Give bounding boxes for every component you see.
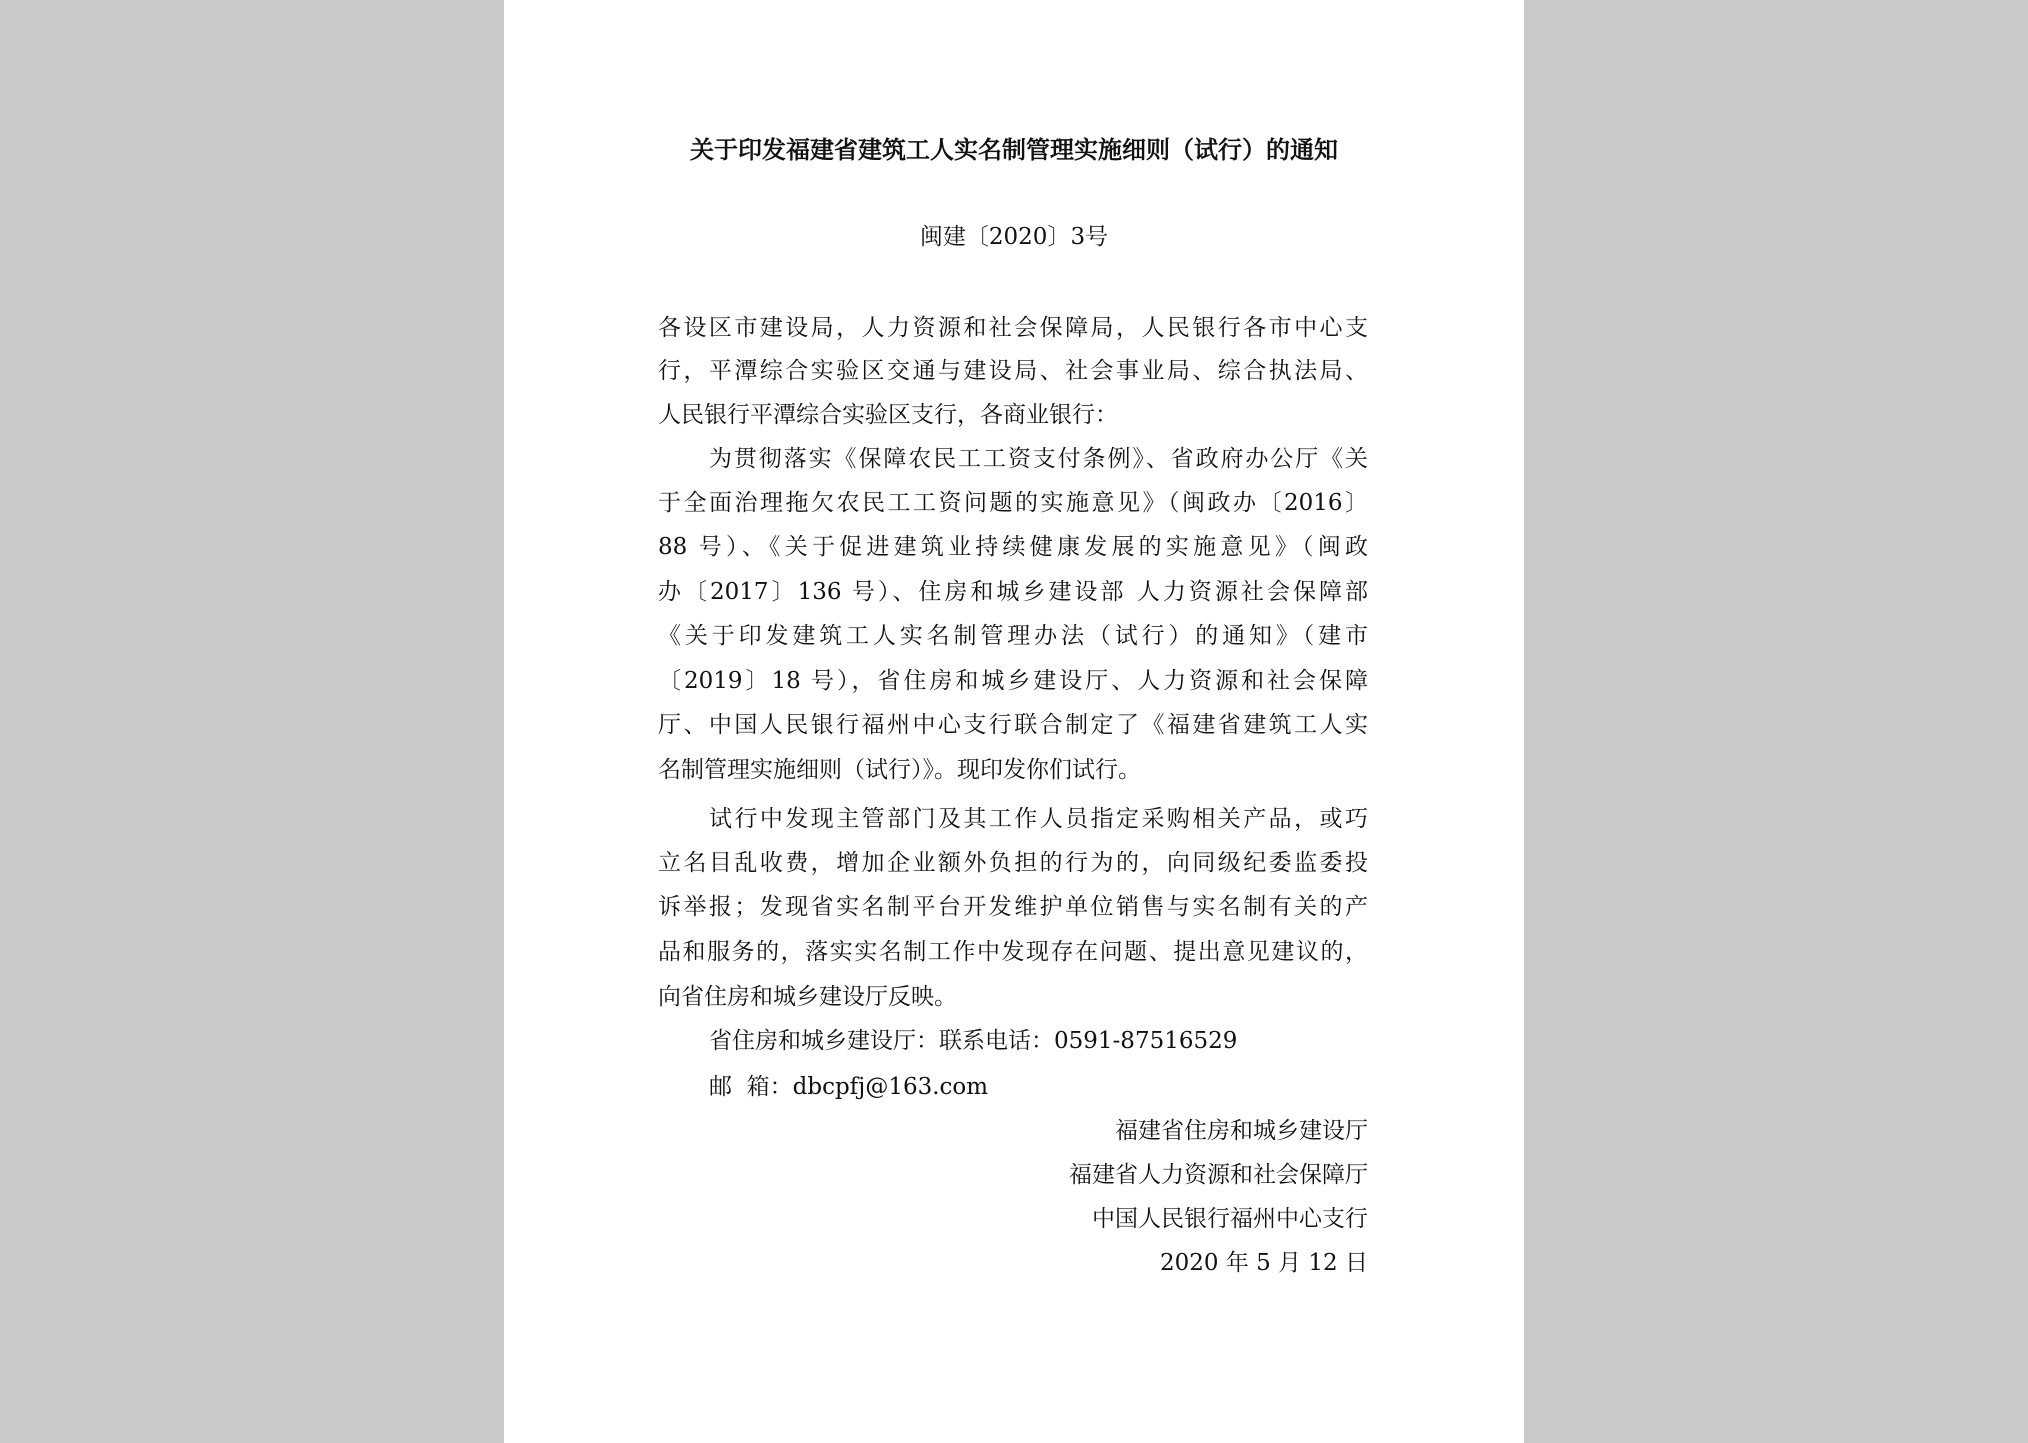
signatory: 福建省住房和城乡建设厅 — [1115, 1118, 1368, 1144]
paragraph-line: 为贯彻落实《保障农民工工资支付条例》、省政府办公厅《关 — [709, 446, 1368, 472]
document-page — [504, 0, 1524, 1443]
contact-phone: 省住房和城乡建设厅：联系电话：0591-87516529 — [709, 1028, 1238, 1054]
paragraph-line: 办〔2017〕136 号）、住房和城乡建设部 人力资源社会保障部 — [658, 579, 1368, 605]
paragraph-line: 厅、中国人民银行福州中心支行联合制定了《福建省建筑工人实 — [658, 712, 1368, 738]
document-number: 闽建〔2020〕3号 — [919, 224, 1109, 250]
paragraph-line: 于全面治理拖欠农民工工资问题的实施意见》（闽政办〔2016〕 — [658, 490, 1368, 516]
paragraph-line: 诉举报；发现省实名制平台开发维护单位销售与实名制有关的产 — [658, 894, 1368, 920]
addressee-line: 行，平潭综合实验区交通与建设局、社会事业局、综合执法局、 — [658, 358, 1368, 384]
paragraph-line: 试行中发现主管部门及其工作人员指定采购相关产品，或巧 — [709, 806, 1368, 832]
document-title: 关于印发福建省建筑工人实名制管理实施细则（试行）的通知 — [690, 135, 1338, 164]
paragraph-line: 《关于印发建筑工人实名制管理办法（试行）的通知》（建市 — [658, 623, 1368, 649]
paragraph-line: 立名目乱收费，增加企业额外负担的行为的，向同级纪委监委投 — [658, 850, 1368, 876]
addressee-line: 各设区市建设局，人力资源和社会保障局，人民银行各市中心支 — [658, 315, 1368, 341]
addressee-line: 人民银行平潭综合实验区支行，各商业银行： — [658, 402, 1118, 428]
document-date: 2020 年 5 月 12 日 — [1160, 1250, 1368, 1276]
paragraph-line: 〔2019〕18 号），省住房和城乡建设厅、人力资源和社会保障 — [658, 668, 1368, 694]
paragraph-line: 品和服务的，落实实名制工作中发现存在问题、提出意见建议的， — [658, 939, 1368, 965]
contact-email: 邮 箱：dbcpfj@163.com — [709, 1074, 989, 1100]
paragraph-line: 名制管理实施细则（试行）》。现印发你们试行。 — [658, 757, 1141, 783]
signatory: 福建省人力资源和社会保障厅 — [1069, 1162, 1368, 1188]
paragraph-line: 向省住房和城乡建设厅反映。 — [658, 984, 957, 1010]
signatory: 中国人民银行福州中心支行 — [1092, 1206, 1368, 1232]
paragraph-line: 88 号）、《关于促进建筑业持续健康发展的实施意见》（闽政 — [658, 534, 1368, 560]
